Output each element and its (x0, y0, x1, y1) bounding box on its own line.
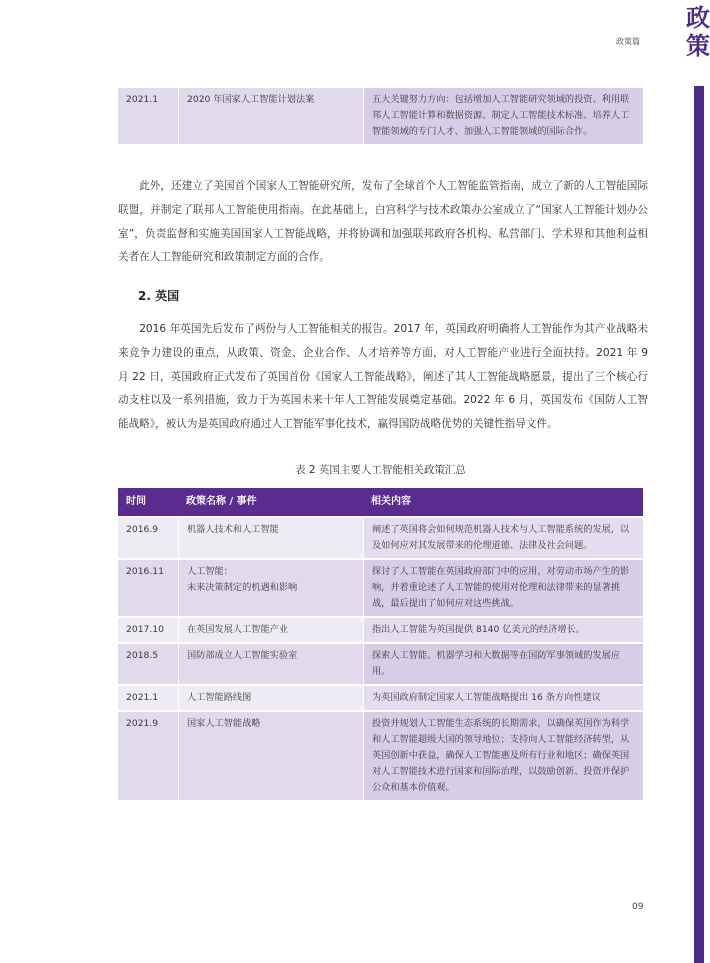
cell-content: 五大关键努力方向：包括增加人工智能研究领域的投资、利用联邦人工智能计算和数据资源、制定人工智能技术标准、培养人工智能领域的专门人才、加强人工智能领域的国际合作。 (363, 88, 643, 144)
cell-event: 国防部成立人工智能实验室 (178, 644, 363, 684)
cell-event: 在英国发展人工智能产业 (178, 618, 363, 642)
cell-date: 2017.10 (118, 618, 178, 642)
table-row (118, 644, 643, 684)
table-row (118, 518, 643, 558)
cell-date: 2016.11 (118, 560, 178, 616)
side-accent-bar (694, 86, 704, 963)
table-row (118, 686, 643, 710)
cell-content: 阐述了英国将会如何规范机器人技术与人工智能系统的发展，以及如何应对其发展带来的伦理道德、法律及社会问题。 (363, 518, 643, 558)
cell-date: 2016.9 (118, 518, 178, 558)
section-tag: 政策篇 (616, 37, 640, 46)
table-row (118, 88, 643, 144)
cell-date: 2021.1 (118, 686, 178, 710)
table-row (118, 560, 643, 616)
cell-content: 指出人工智能为英国提供 8140 亿美元的经济增长。 (363, 618, 643, 642)
cell-content: 为英国政府制定国家人工智能战略提出 16 条方向性建议 (363, 686, 643, 710)
cell-event: 人工智能路线图 (178, 686, 363, 710)
cell-event: 人工智能： 未来决策制定的机遇和影响 (178, 560, 363, 616)
table-row (118, 712, 643, 800)
side-title: 政策 (686, 4, 710, 60)
header-content: 相关内容 (363, 488, 643, 516)
section-heading: 2. 英国 (138, 289, 180, 303)
header-event: 政策名称 / 事件 (178, 488, 363, 516)
cell-content: 探索人工智能、机器学习和大数据等在国防军事领域的发展应用。 (363, 644, 643, 684)
cell-event: 2020 年国家人工智能计划法案 (178, 88, 363, 144)
cell-content: 投资并规划人工智能生态系统的长期需求，以确保英国作为科学和人工智能超级大国的领导地位；支持向人工智能经济转型，从英国创新中获益，确保人工智能惠及所有行业和地区；确保英国对人工智能技术进行国家和国际治理，以鼓励创新、投资并保护公众和基本价值观。 (363, 712, 643, 800)
cell-date: 2021.1 (118, 88, 178, 144)
table-caption: 表 2 英国主要人工智能相关政策汇总 (295, 464, 466, 476)
page-number: 09 (632, 902, 644, 912)
cell-event: 机器人技术和人工智能 (178, 518, 363, 558)
cell-date: 2018.5 (118, 644, 178, 684)
paragraph-2: 2016 年英国先后发布了两份与人工智能相关的报告。2017 年，英国政府明确将人工智能作为其产业战略未来竞争力建设的重点，从政策、资金、企业合作、人才培养等方面，对人工智能产业进行全面扶持。2021 年 9 月 22 日，英国政府正式发布了英国首份《国家人工智能战略》，阐述了其人工智能战略愿景，提出了三个核心行动支柱以及一系列措施，致力于为英国未来十年人工智能发展奠定基础。2022 年 6 月，英国发布《国防人工智能战略》，被认为是英国政府通过人工智能军事化技术，赢得国防战略优势的关键性指导文件。 (118, 323, 648, 431)
cell-event: 国家人工智能战略 (178, 712, 363, 800)
table-row (118, 618, 643, 642)
cell-date: 2021.9 (118, 712, 178, 800)
header-time: 时间 (118, 488, 178, 516)
paragraph-1: 此外，还建立了美国首个国家人工智能研究所，发布了全球首个人工智能监管指南，成立了新的人工智能国际联盟，并制定了联邦人工智能使用指南。在此基础上，白宫科学与技术政策办公室成立了“国家人工智能计划办公室”，负责监督和实施美国国家人工智能战略，并将协调和加强联邦政府各机构、私营部门、学术界和其他利益相关者在人工智能研究和政策制定方面的合作。 (118, 180, 648, 264)
cell-content: 探讨了人工智能在英国政府部门中的应用，对劳动市场产生的影响，并着重论述了人工智能的使用对伦理和法律带来的显著挑战，最后提出了如何应对这些挑战。 (363, 560, 643, 616)
policy-table (118, 486, 643, 802)
top-table (118, 86, 643, 146)
table-header-row (118, 488, 643, 516)
